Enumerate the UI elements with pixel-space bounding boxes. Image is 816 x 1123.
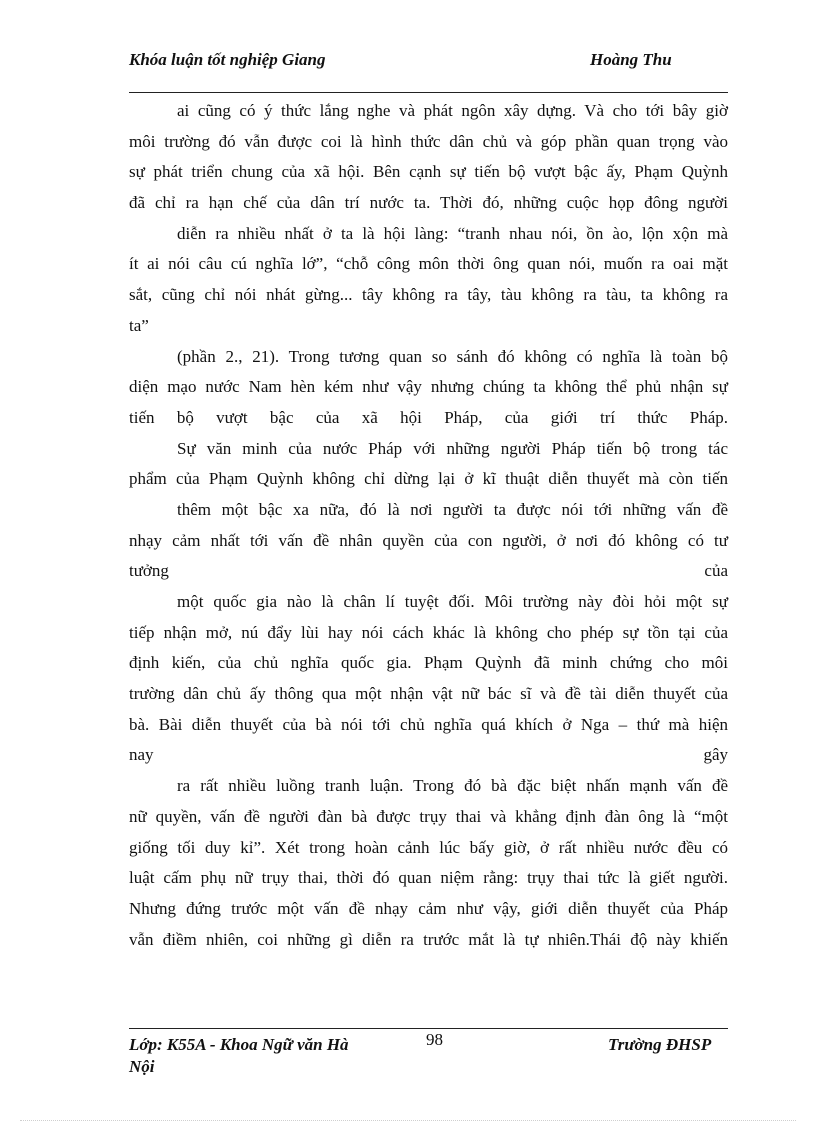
- text-line: một quốc gia nào là chân lí tuyệt đối. Môi trường này đòi hỏi một sự: [177, 592, 728, 611]
- text-line: ra rất nhiều luồng tranh luận. Trong đó bà đặc biệt nhấn mạnh vấn đề: [177, 776, 728, 796]
- page-number: 98: [426, 1030, 443, 1049]
- text-line: sắt, cũng chỉ nói nhát gừng... tây không ra tây, tàu không ra tàu, ta không ra: [129, 285, 728, 305]
- text-line: ít ai nói câu cú nghĩa lớ”, “chỗ công môn thời ông quan nói, muốn ra oai mặt: [129, 254, 728, 274]
- footer-university: Trường ĐHSP: [608, 1035, 712, 1054]
- text-line: diễn ra nhiều nhất ở ta là hội làng: “tranh nhau nói, ồn ào, lộn xộn mà: [177, 223, 728, 243]
- footer-rule: [129, 1028, 728, 1029]
- page-edge-divider: [20, 1120, 796, 1121]
- text-line: (phần 2., 21). Trong tương quan so sánh đó không có nghĩa là toàn bộ: [177, 346, 728, 366]
- text-line: trường dân chủ ấy thông qua một nhận vật nữ bác sĩ và đề tài diễn thuyết của: [129, 684, 728, 704]
- text-line: bà. Bài diễn thuyết của bà nói tới chủ nghĩa quá khích ở Nga – thứ mà hiện: [129, 714, 728, 734]
- text-line: tiếp nhận mở, nú đẩy lùi hay nói cách khác là không cho phép sự tồn tại của: [129, 622, 728, 642]
- text-line: diện mạo nước Nam hèn kém như vậy nhưng chúng ta không thể phủ nhận sự: [129, 377, 728, 397]
- text-line: luật cấm phụ nữ trụy thai, thời đó quan niệm rằng: trụy thai tức là giết người.: [129, 868, 728, 888]
- text-line: nay gây: [129, 745, 728, 765]
- header-author: Hoàng Thu: [590, 50, 672, 69]
- footer-class-info: Lớp: K55A - Khoa Ngữ văn Hà Nội: [129, 1035, 349, 1076]
- text-line: giống tối duy kỉ”. Xét trong hoàn cảnh lúc bấy giờ, ở rất nhiều nước đều có: [129, 837, 728, 857]
- body-text: [129, 96, 728, 955]
- text-line: sự phát triển chung của xã hội. Bên cạnh sự tiến bộ vượt bậc ấy, Phạm Quỳnh: [129, 162, 728, 182]
- text-line: tiến bộ vượt bậc của xã hội Pháp, của giới trí thức Pháp.: [129, 407, 728, 427]
- text-line: vẫn điềm nhiên, coi những gì diễn ra trước mắt là tự nhiên.Thái độ này khiến: [129, 929, 728, 949]
- text-line: đã chỉ ra hạn chế của dân trí nước ta. Thời đó, những cuộc họp đông người: [129, 193, 728, 213]
- text-line: định kiến, của chủ nghĩa quốc gia. Phạm Quỳnh đã minh chứng cho môi: [129, 653, 728, 673]
- text-line: phẩm của Phạm Quỳnh không chỉ dừng lại ở kĩ thuật diễn thuyết mà còn tiến: [129, 469, 728, 489]
- text-line: ai cũng có ý thức lắng nghe và phát ngôn xây dựng. Và cho tới bây giờ: [177, 101, 728, 120]
- text-line: Sự văn minh của nước Pháp với những người Pháp tiến bộ trong tác: [177, 438, 728, 458]
- text-line: nhạy cảm nhất tới vấn đề nhân quyền của con người, ở nơi đó không có tư: [129, 530, 728, 550]
- text-line: tưởng của: [129, 561, 728, 581]
- header-left-title: Khóa luận tốt nghiệp Giang: [129, 50, 326, 69]
- text-line: ta”: [129, 315, 149, 335]
- text-line: môi trường đó vẫn được coi là hình thức dân chủ và góp phần quan trọng vào: [129, 131, 728, 151]
- text-line: Nhưng đứng trước một vấn đề nhạy cảm như vậy, giới diễn thuyết của Pháp: [129, 898, 728, 918]
- header-rule: [129, 92, 728, 93]
- text-line: nữ quyền, vấn đề người đàn bà được trụy thai và khẳng định đàn ông là “một: [129, 806, 728, 826]
- text-line: thêm một bậc xa nữa, đó là nơi người ta được nói tới những vấn đề: [177, 499, 728, 519]
